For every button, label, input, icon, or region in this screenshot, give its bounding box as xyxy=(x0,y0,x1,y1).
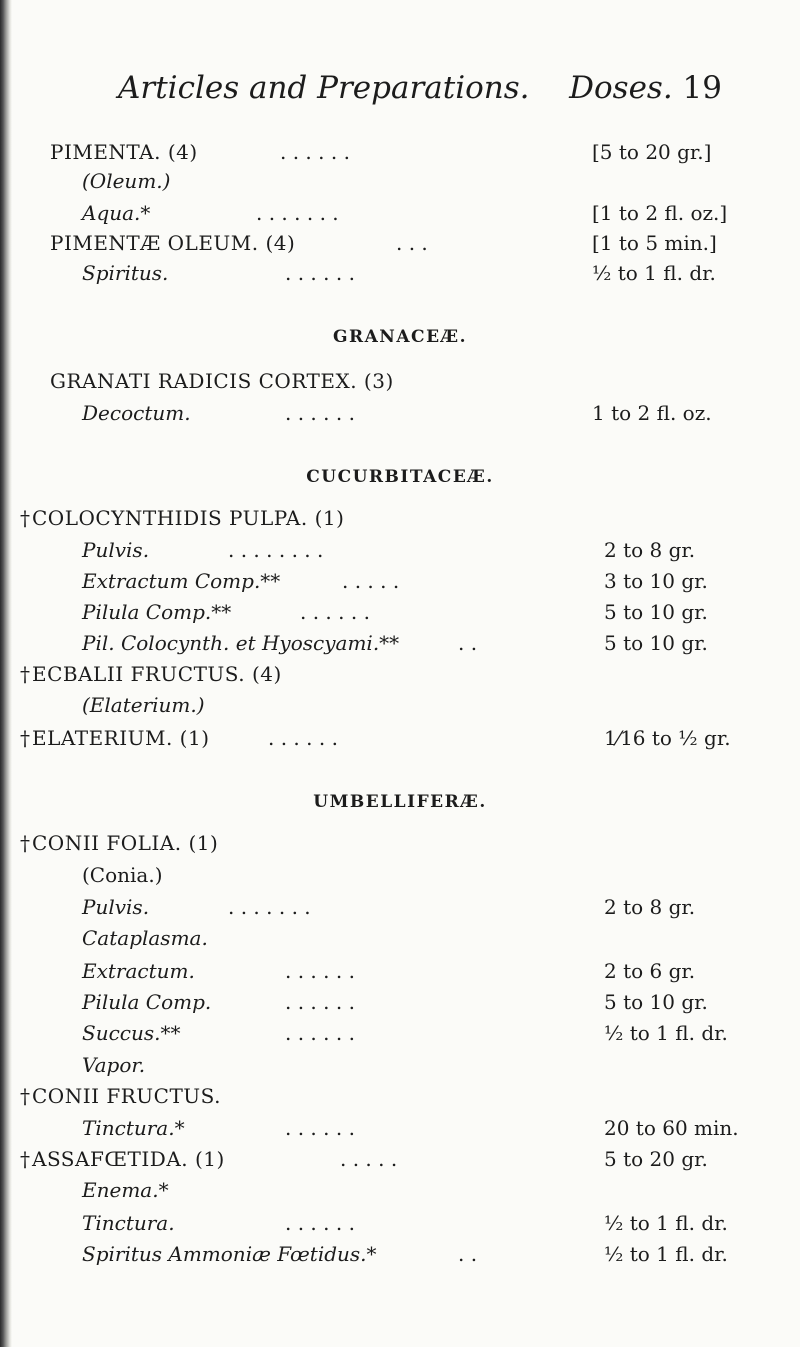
section-heading: GRANACEÆ. xyxy=(332,327,468,347)
entry-row xyxy=(0,1208,800,1238)
entry-row xyxy=(0,1113,800,1143)
entry-dose: 5 to 20 gr. xyxy=(604,1147,708,1171)
entry-row xyxy=(0,366,800,396)
entry-dose: ½ to 1 fl. dr. xyxy=(604,1021,728,1045)
entry-row xyxy=(0,892,800,922)
entry-label: Spiritus Ammoniæ Fœtidus.* xyxy=(82,1242,377,1266)
entry-label: Tinctura.* xyxy=(82,1116,185,1140)
entry-row xyxy=(0,166,800,196)
entry-row xyxy=(0,628,800,658)
entry-row xyxy=(0,828,800,858)
leader-dots: . . . . . . xyxy=(285,1211,355,1235)
entry-dose: 5 to 10 gr. xyxy=(604,631,708,655)
entry-dose: [1 to 5 min.] xyxy=(592,231,717,255)
entry-label: Extractum Comp.** xyxy=(82,569,281,593)
entry-label: (Conia.) xyxy=(82,863,163,887)
header-title: Articles and Preparations. xyxy=(118,70,530,106)
entry-label: ECBALII FRUCTUS. (4) xyxy=(32,662,282,686)
dagger-marker: † xyxy=(20,1147,30,1171)
entry-row xyxy=(0,860,800,890)
entry-row xyxy=(0,723,800,753)
leader-dots: . . . . . . xyxy=(285,401,355,425)
section-heading: CUCURBITACEÆ. xyxy=(306,467,494,487)
entry-dose: 2 to 6 gr. xyxy=(604,959,696,983)
entry-label: CONII FOLIA. (1) xyxy=(32,831,219,855)
entry-label: ASSAFŒTIDA. (1) xyxy=(32,1147,225,1171)
dagger-marker: † xyxy=(20,1084,30,1108)
entry-label: GRANATI RADICIS CORTEX. (3) xyxy=(50,369,394,393)
entry-label: Spiritus. xyxy=(82,261,169,285)
entry-label: Enema.* xyxy=(82,1178,169,1202)
leader-dots: . . . . . . . xyxy=(256,201,339,225)
leader-dots: . . . . . . xyxy=(285,261,355,285)
entry-label: Decoctum. xyxy=(82,401,191,425)
leader-dots: . . . . . . . . xyxy=(228,538,324,562)
entry-dose: ½ to 1 fl. dr. xyxy=(592,261,716,285)
dagger-marker: † xyxy=(20,726,30,750)
entry-row xyxy=(0,1239,800,1269)
entry-label: Extractum. xyxy=(82,959,195,983)
header-doses-label: Doses. xyxy=(569,70,673,106)
leader-dots: . . . . . . xyxy=(300,600,370,624)
entry-dose: ½ to 1 fl. dr. xyxy=(604,1211,728,1235)
entry-label: Pulvis. xyxy=(82,895,150,919)
entry-row xyxy=(0,258,800,288)
entry-row xyxy=(0,690,800,720)
leader-dots: . . . . . . xyxy=(285,959,355,983)
dagger-marker: † xyxy=(20,831,30,855)
entry-row xyxy=(0,1050,800,1080)
entry-label: CONII FRUCTUS. xyxy=(32,1084,221,1108)
entry-dose: [5 to 20 gr.] xyxy=(592,140,712,164)
entry-label: ELATERIUM. (1) xyxy=(32,726,210,750)
page-number: 19 xyxy=(682,70,722,106)
entry-label: Pilula Comp. xyxy=(82,990,212,1014)
entry-row xyxy=(0,1081,800,1111)
leader-dots: . . . . . . xyxy=(285,990,355,1014)
leader-dots: . . . . . xyxy=(340,1147,398,1171)
entry-label: COLOCYNTHIDIS PULPA. (1) xyxy=(32,506,345,530)
section-heading: UMBELLIFERÆ. xyxy=(313,792,487,812)
leader-dots: . . . . . . xyxy=(285,1116,355,1140)
entry-dose: 5 to 10 gr. xyxy=(604,990,708,1014)
page-header xyxy=(0,70,800,118)
entry-label: Pilula Comp.** xyxy=(82,600,232,624)
entry-row xyxy=(0,503,800,533)
entry-label: Tinctura. xyxy=(82,1211,175,1235)
entry-label: Succus.** xyxy=(82,1021,181,1045)
entry-row xyxy=(0,1144,800,1174)
entry-row xyxy=(0,597,800,627)
entry-dose: 5 to 10 gr. xyxy=(604,600,708,624)
entry-dose: 1 to 2 fl. oz. xyxy=(592,401,712,425)
entry-label: Pil. Colocynth. et Hyoscyami.** xyxy=(82,631,400,655)
leader-dots: . . . . . . xyxy=(280,140,350,164)
entry-row xyxy=(0,956,800,986)
entry-label: Vapor. xyxy=(82,1053,146,1077)
entry-dose: ½ to 1 fl. dr. xyxy=(604,1242,728,1266)
entry-label: Aqua.* xyxy=(82,201,151,225)
entry-label: (Elaterium.) xyxy=(82,693,205,717)
header-right xyxy=(569,70,722,106)
entry-row xyxy=(0,535,800,565)
entry-dose: 1⁄16 to ½ gr. xyxy=(604,726,731,750)
entry-dose: 20 to 60 min. xyxy=(604,1116,739,1140)
entry-dose: 3 to 10 gr. xyxy=(604,569,708,593)
entry-label: PIMENTA. (4) xyxy=(50,140,198,164)
leader-dots: . . . . . xyxy=(342,569,400,593)
entry-dose: 2 to 8 gr. xyxy=(604,538,696,562)
entry-dose: 2 to 8 gr. xyxy=(604,895,696,919)
entry-row xyxy=(0,923,800,953)
dagger-marker: † xyxy=(20,506,30,530)
entry-row xyxy=(0,1175,800,1205)
entry-row xyxy=(0,228,800,258)
entry-label: Cataplasma. xyxy=(82,926,208,950)
leader-dots: . . xyxy=(458,631,478,655)
leader-dots: . . . xyxy=(396,231,428,255)
entry-row xyxy=(0,987,800,1017)
entry-label: (Oleum.) xyxy=(82,169,171,193)
leader-dots: . . . . . . xyxy=(285,1021,355,1045)
entry-label: Pulvis. xyxy=(82,538,150,562)
entry-row xyxy=(0,1018,800,1048)
entry-label: PIMENTÆ OLEUM. (4) xyxy=(50,231,296,255)
dagger-marker: † xyxy=(20,662,30,686)
entry-row xyxy=(0,659,800,689)
entry-dose: [1 to 2 fl. oz.] xyxy=(592,201,728,225)
entry-row xyxy=(0,198,800,228)
entry-row xyxy=(0,137,800,167)
entry-row xyxy=(0,398,800,428)
leader-dots: . . xyxy=(458,1242,478,1266)
entry-row xyxy=(0,566,800,596)
leader-dots: . . . . . . . xyxy=(228,895,311,919)
leader-dots: . . . . . . xyxy=(268,726,338,750)
